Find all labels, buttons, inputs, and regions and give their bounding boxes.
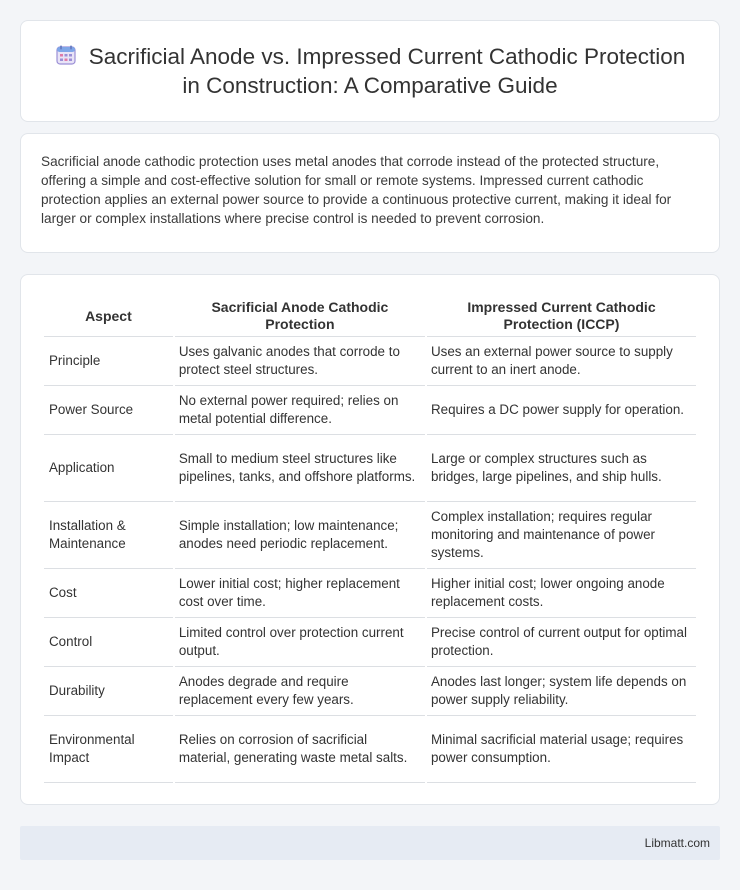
cell-aspect: Power Source [44, 386, 173, 435]
cell-aspect: Durability [44, 667, 173, 716]
cell-iccp: Complex installation; requires regular monitoring and maintenance of power systems. [427, 502, 696, 569]
cell-sacrificial: Small to medium steel structures like pipelines, tanks, and offshore platforms. [175, 435, 425, 502]
cell-iccp: Uses an external power source to supply current to an inert anode. [427, 337, 696, 386]
title-card [20, 20, 720, 122]
cell-iccp: Large or complex structures such as bridges, large pipelines, and ship hulls. [427, 435, 696, 502]
comparison-table [42, 295, 698, 783]
cell-sacrificial: No external power required; relies on metal potential difference. [175, 386, 425, 435]
cell-iccp: Anodes last longer; system life depends on power supply reliability. [427, 667, 696, 716]
cell-aspect: Environmental Impact [44, 716, 173, 783]
cell-aspect: Installation & Maintenance [44, 502, 173, 569]
calendar-grid-icon [55, 44, 77, 66]
cell-iccp: Requires a DC power supply for operation. [427, 386, 696, 435]
cell-sacrificial: Relies on corrosion of sacrificial material, generating waste metal salts. [175, 716, 425, 783]
table-row [44, 618, 696, 667]
comparison-card [20, 274, 720, 805]
table-row [44, 502, 696, 569]
cell-iccp: Higher initial cost; lower ongoing anode replacement costs. [427, 569, 696, 618]
intro-paragraph: Sacrificial anode cathodic protection uses metal anodes that corrode instead of the protected structure, offering a simple and cost-effective solution for small or remote systems. Impressed current cathodic protection applies an external power source to provide a continuous protective current, making it ideal for larger or complex installations where precise control is needed to prevent corrosion. [41, 154, 672, 226]
title-text: Sacrificial Anode vs. Impressed Current Cathodic Protection in Construction: A Comparative Guide [88, 44, 686, 98]
table-row [44, 386, 696, 435]
header-aspect: Aspect [44, 295, 173, 337]
header-sacrificial: Sacrificial Anode Cathodic Protection [175, 295, 425, 337]
cell-sacrificial: Lower initial cost; higher replacement cost over time. [175, 569, 425, 618]
table-row [44, 337, 696, 386]
footer [20, 826, 720, 860]
intro-card [20, 133, 720, 253]
cell-sacrificial: Anodes degrade and require replacement every few years. [175, 667, 425, 716]
table-header-row [44, 295, 696, 337]
cell-sacrificial: Uses galvanic anodes that corrode to protect steel structures. [175, 337, 425, 386]
footer-site-link[interactable]: Libmatt.com [644, 836, 710, 850]
cell-aspect: Cost [44, 569, 173, 618]
table-row [44, 569, 696, 618]
cell-sacrificial: Limited control over protection current output. [175, 618, 425, 667]
header-iccp: Impressed Current Cathodic Protection (ICCP) [427, 295, 696, 337]
cell-aspect: Application [44, 435, 173, 502]
table-row [44, 667, 696, 716]
page-title [51, 42, 689, 100]
cell-iccp: Precise control of current output for optimal protection. [427, 618, 696, 667]
cell-sacrificial: Simple installation; low maintenance; anodes need periodic replacement. [175, 502, 425, 569]
cell-aspect: Principle [44, 337, 173, 386]
table-row [44, 716, 696, 783]
cell-aspect: Control [44, 618, 173, 667]
cell-iccp: Minimal sacrificial material usage; requires power consumption. [427, 716, 696, 783]
table-row [44, 435, 696, 502]
